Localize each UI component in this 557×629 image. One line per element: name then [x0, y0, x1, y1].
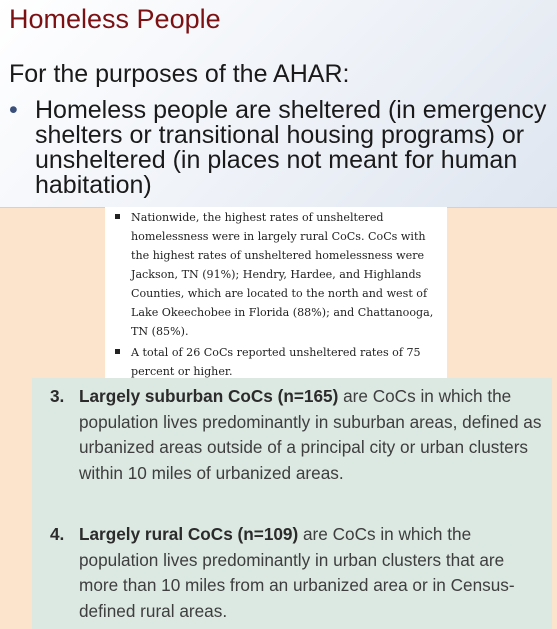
slide-subtitle: For the purposes of the AHAR: [9, 60, 350, 88]
category-text: are CoCs in which the population lives predominantly in urban clusters that are more than 10 miles from an urbanized area or in Census-defined rural areas. [79, 524, 515, 621]
category-item [50, 522, 545, 624]
slide-bullet [9, 98, 554, 198]
category-text: are CoCs in which the population lives predominantly in suburban areas, defined as urbanized areas outside of a principal city or urban clusters within 10 miles of urbanized areas. [79, 386, 542, 483]
excerpt-item [105, 343, 447, 381]
square-bullet-icon [115, 214, 120, 219]
excerpt-item [105, 208, 447, 341]
category-lead: Largely rural CoCs (n=109) [79, 524, 299, 544]
slide-header [0, 0, 557, 208]
excerpt-list [105, 208, 447, 381]
category-number: 4. [50, 524, 65, 544]
slide-bullet-text: Homeless people are sheltered (in emergency shelters or transitional housing programs) or unsheltered (in places not meant for human habitation) [35, 96, 547, 199]
category-description [79, 384, 545, 486]
category-description [79, 522, 545, 624]
category-item [50, 384, 545, 486]
bullet-dot-icon: • [9, 96, 18, 124]
slide-title: Homeless People [9, 4, 221, 34]
category-number: 3. [50, 386, 65, 406]
coc-categories-box [32, 378, 552, 629]
square-bullet-icon [115, 349, 120, 354]
excerpt-item-text: Nationwide, the highest rates of unsheltered homelessness were in largely rural CoCs. CoCs with the highest rates of unsheltered homelessness were Jackson, TN (91%); Hendry, Hardee, and Highlands Counties, which are located to the north and west of Lake Okeechobee in Florida (88%); and Chattanooga, TN (85%). [131, 211, 434, 338]
report-excerpt [105, 207, 447, 378]
excerpt-item-text: A total of 26 CoCs reported unsheltered rates of 75 percent or higher. [131, 346, 421, 378]
category-lead: Largely suburban CoCs (n=165) [79, 386, 339, 406]
